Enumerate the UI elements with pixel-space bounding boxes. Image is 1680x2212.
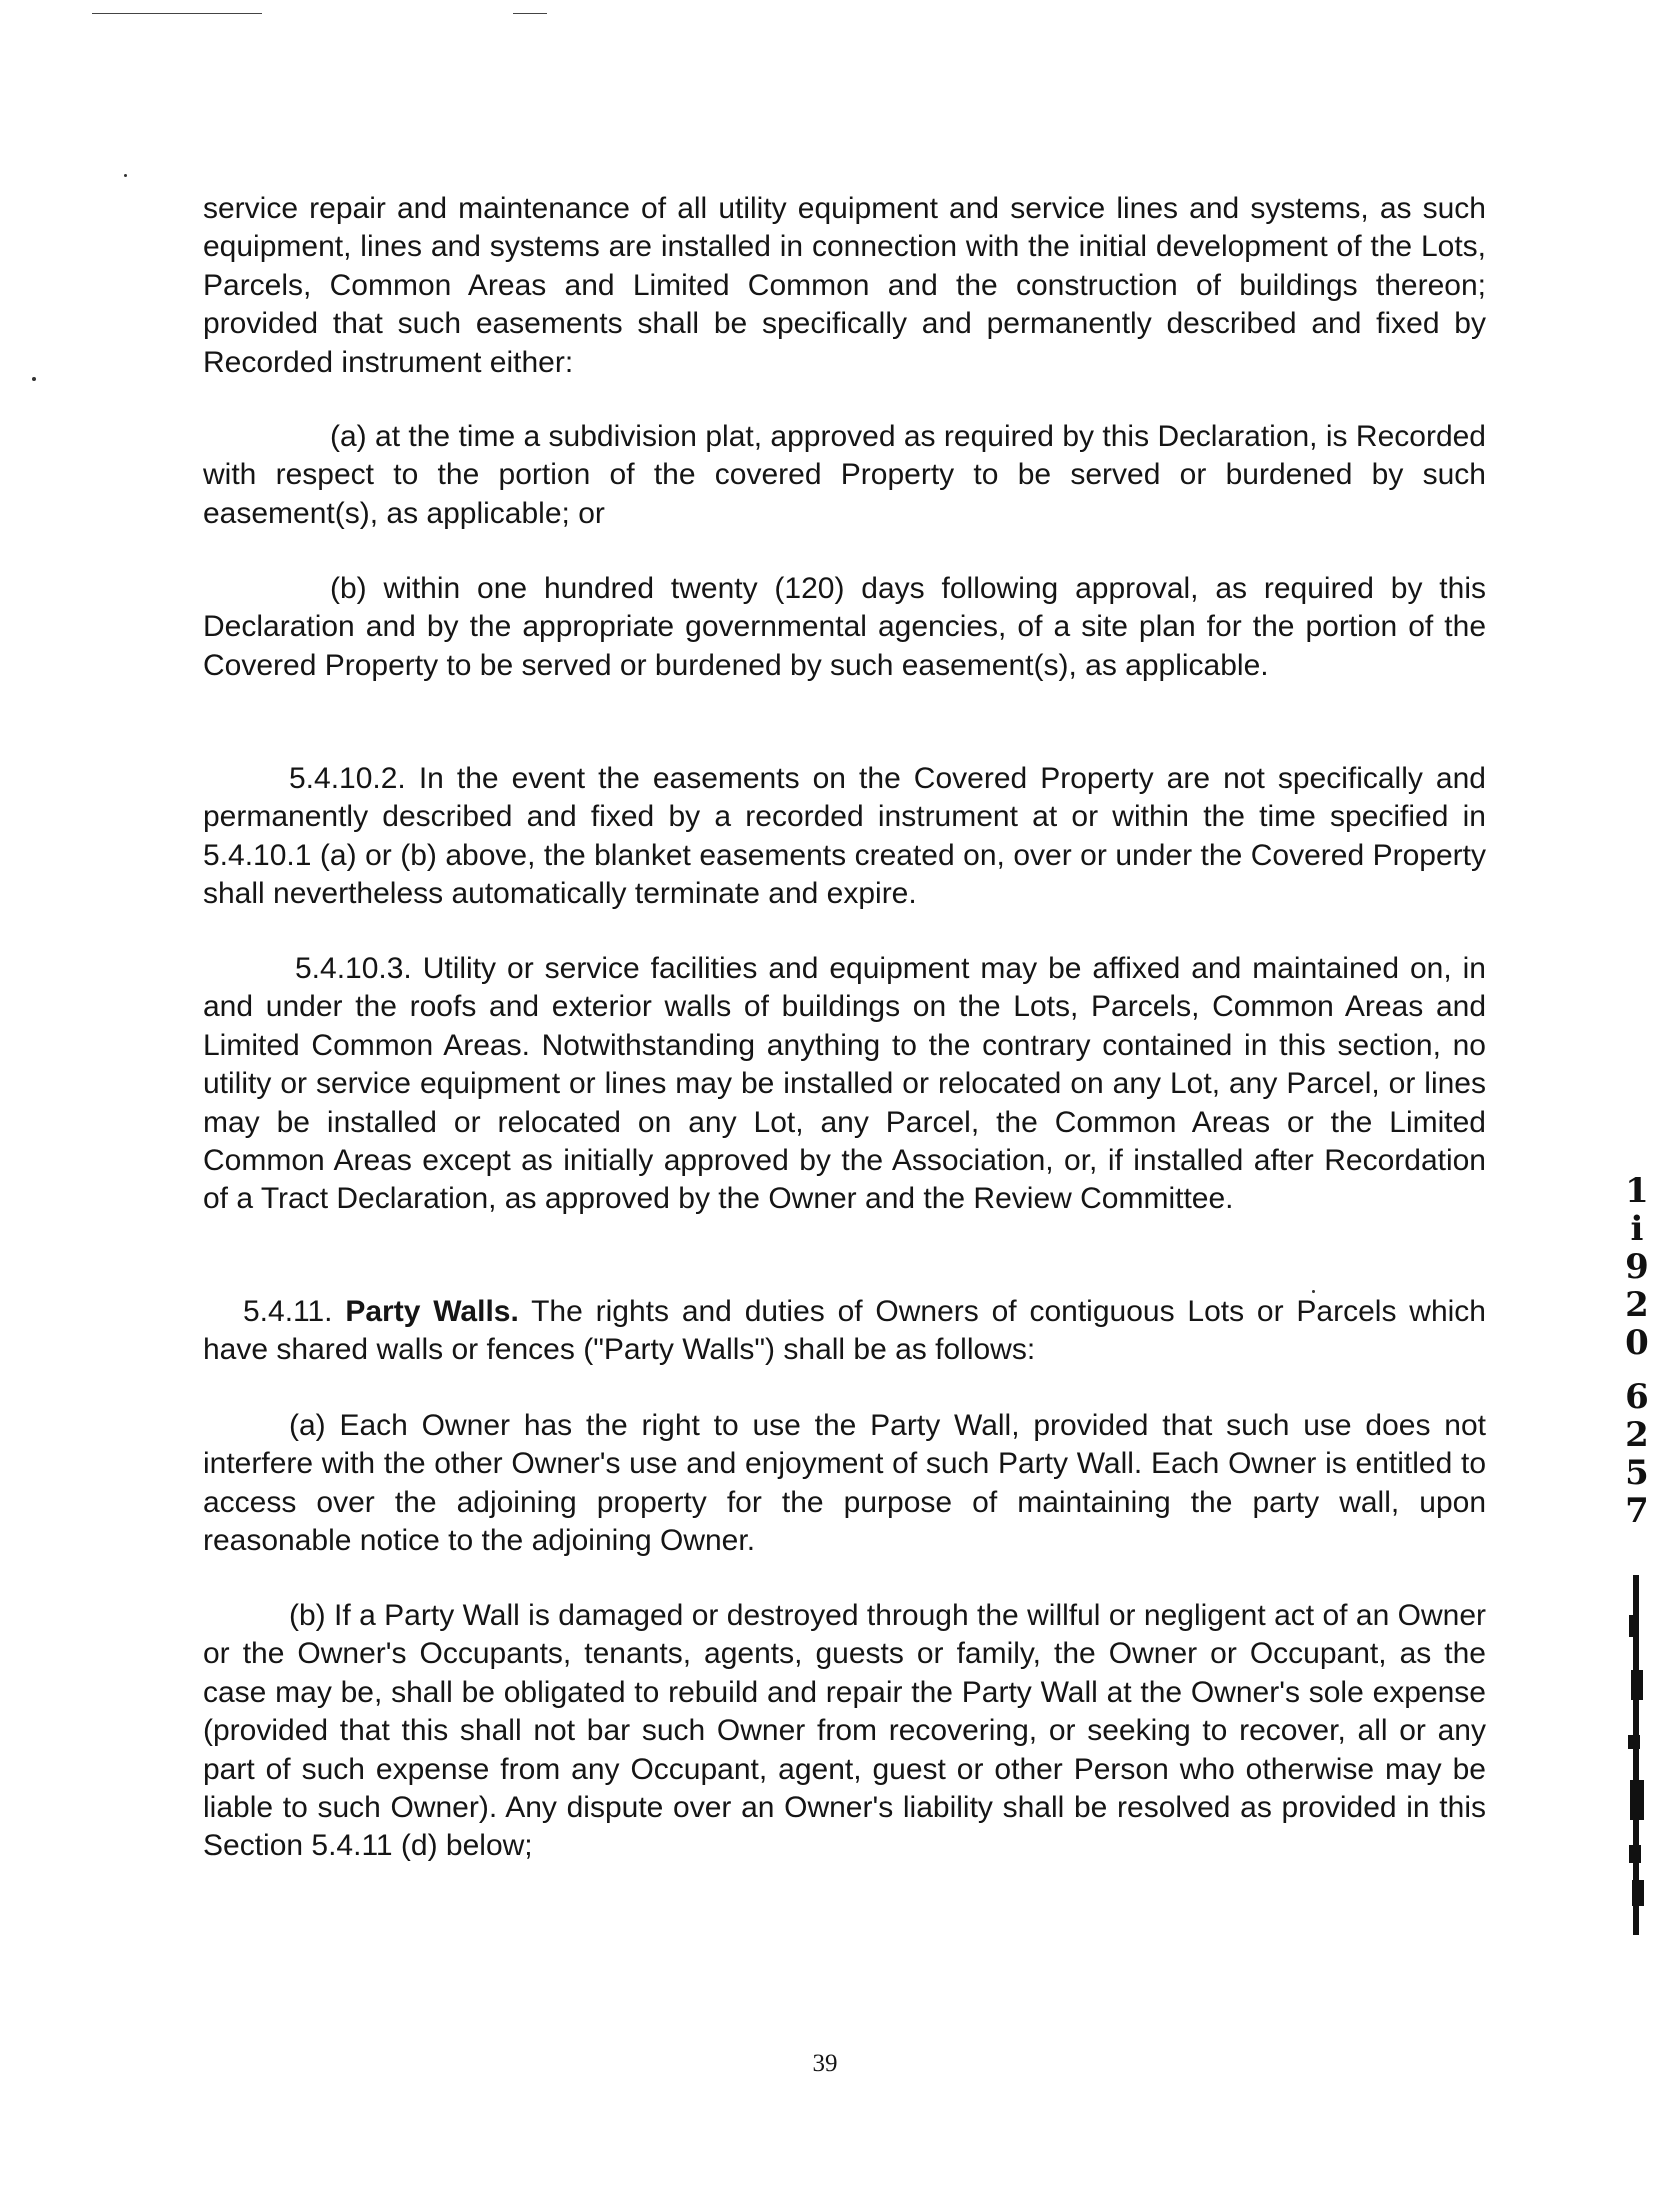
paragraph-5-4-11-party-walls	[203, 1293, 1486, 1370]
stamp-digit: 2	[1625, 1285, 1649, 1325]
stamp-digit: 0	[1625, 1323, 1649, 1363]
paragraph-site-plan: (b) within one hundred twenty (120) days following approval, as required by this Declaration and by the appropriate governmental agencies, of a site plan for the portion of the Covered Property to be served or burdened by such easement(s), as applicable.	[203, 572, 1486, 682]
paragraph-party-wall-use: (a) Each Owner has the right to use the Party Wall, provided that such use does not interfere with the other Owner's use and enjoyment of such Party Wall. Each Owner is entitled to access over the adjoining property for the purpose of maintaining the party wall, upon reasonable notice to the adjoining Owner.	[203, 1409, 1486, 1558]
stamp-digit: 5	[1625, 1453, 1649, 1493]
top-scan-mark	[92, 13, 262, 14]
section-text: The rights and duties of Owners of contiguous Lots or Parcels which have shared walls or fences ("Party Walls") shall be as follows:	[203, 1295, 1486, 1367]
paragraph-party-wall-damage: (b) If a Party Wall is damaged or destroyed through the willful or negligent act of an Owner or the Owner's Occupants, tenants, agents, guests or family, the Owner or Occupant, as the case may be, shall be obligated to rebuild and repair the Party Wall at the Owner's sole expense (provided that this shall not bar such Owner from recovering, or seeking to recover, all or any part of such expense from any Occupant, agent, guest or other Person who otherwise may be liable to such Owner). Any dispute over an Owner's liability shall be resolved as provided in this Section 5.4.11 (d) below;	[203, 1599, 1486, 1863]
page-number: 39	[812, 2050, 838, 2077]
stamp-digit: 2	[1625, 1415, 1649, 1455]
recording-barcode	[1626, 1575, 1646, 1935]
section-number: 5.4.11.	[243, 1295, 333, 1328]
stamp-digit: 9	[1625, 1247, 1649, 1287]
paragraph-subdivision-plat: (a) at the time a subdivision plat, approved as required by this Declaration, is Recorded with respect to the portion of the covered Property to be served or burdened by such easement(s), as applicable; or	[203, 420, 1486, 530]
section-heading: Party Walls.	[345, 1295, 519, 1328]
recording-number-stamp	[1617, 1172, 1657, 1530]
stamp-digit: 7	[1625, 1491, 1649, 1531]
stamp-digit: 1	[1625, 1171, 1649, 1211]
stamp-digit: 6	[1625, 1377, 1649, 1417]
top-scan-mark	[513, 13, 547, 14]
scan-speck	[32, 377, 36, 381]
paragraph-5-4-10-3: 5.4.10.3. Utility or service facilities and equipment may be affixed and maintained on, in and under the roofs and exterior walls of buildings on the Lots, Parcels, Common Areas and Limited Common Areas. Notwithstanding anything to the contrary contained in this section, no utility or service equipment or lines may be installed or relocated on any Lot, any Parcel, or lines may be installed or relocated on any Lot, any Parcel, the Common Areas or the Limited Common Areas except as initially approved by the Association, or, if installed after Recordation of a Tract Declaration, as approved by the Owner and the Review Committee.	[203, 952, 1486, 1216]
paragraph-utility-easements: service repair and maintenance of all utility equipment and service lines and systems, as such equipment, lines and systems are installed in connection with the initial development of the Lots, Parcels, Common Areas and Limited Common and the construction of buildings thereon; provided that such easements shall be specifically and permanently described and fixed by Recorded instrument either:	[203, 192, 1486, 379]
scan-speck	[124, 174, 127, 177]
paragraph-5-4-10-2: 5.4.10.2. In the event the easements on the Covered Property are not specifically and permanently described and fixed by a recorded instrument at or within the time specified in 5.4.10.1 (a) or (b) above, the blanket easements created on, over or under the Covered Property shall nevertheless automatically terminate and expire.	[203, 762, 1486, 911]
stamp-digit: i	[1630, 1209, 1644, 1249]
